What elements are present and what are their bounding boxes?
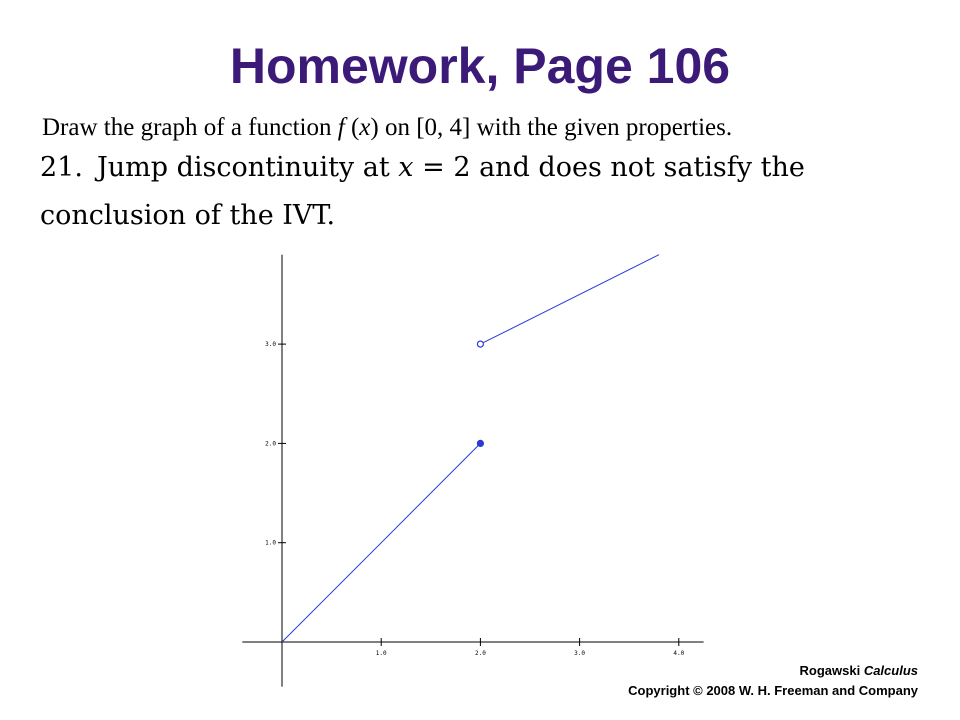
credit-copyright: Copyright © 2008 W. H. Freeman and Company — [628, 683, 918, 698]
f-variable: f — [337, 114, 345, 141]
problem-number: 21. — [40, 152, 83, 183]
x-variable: x — [398, 152, 414, 183]
x-tick-label: 3.0 — [574, 650, 586, 657]
x-tick-label: 4.0 — [673, 650, 685, 657]
slide-title: Homework, Page 106 — [229, 38, 731, 94]
prompt-text: Draw the graph of a function f (x) on [0, 4] with the given properties. — [42, 114, 733, 141]
y-tick-label: 1.0 — [265, 539, 276, 547]
graph-segment-2 — [480, 255, 659, 344]
credit-author: Rogawski Calculus — [799, 663, 918, 678]
problem-line-2: conclusion of the IVT. — [40, 200, 336, 231]
graph-segment-1 — [282, 443, 480, 642]
closed-endpoint — [477, 440, 483, 446]
y-tick-label: 2.0 — [265, 440, 276, 448]
open-endpoint — [477, 341, 483, 347]
y-tick-label: 3.0 — [265, 341, 276, 349]
x-tick-label: 1.0 — [375, 650, 387, 657]
problem-line-1: 21. Jump discontinuity at x = 2 and does not satisfy the — [40, 152, 805, 183]
x-tick-label: 2.0 — [474, 650, 486, 657]
x-variable: x — [359, 114, 371, 141]
